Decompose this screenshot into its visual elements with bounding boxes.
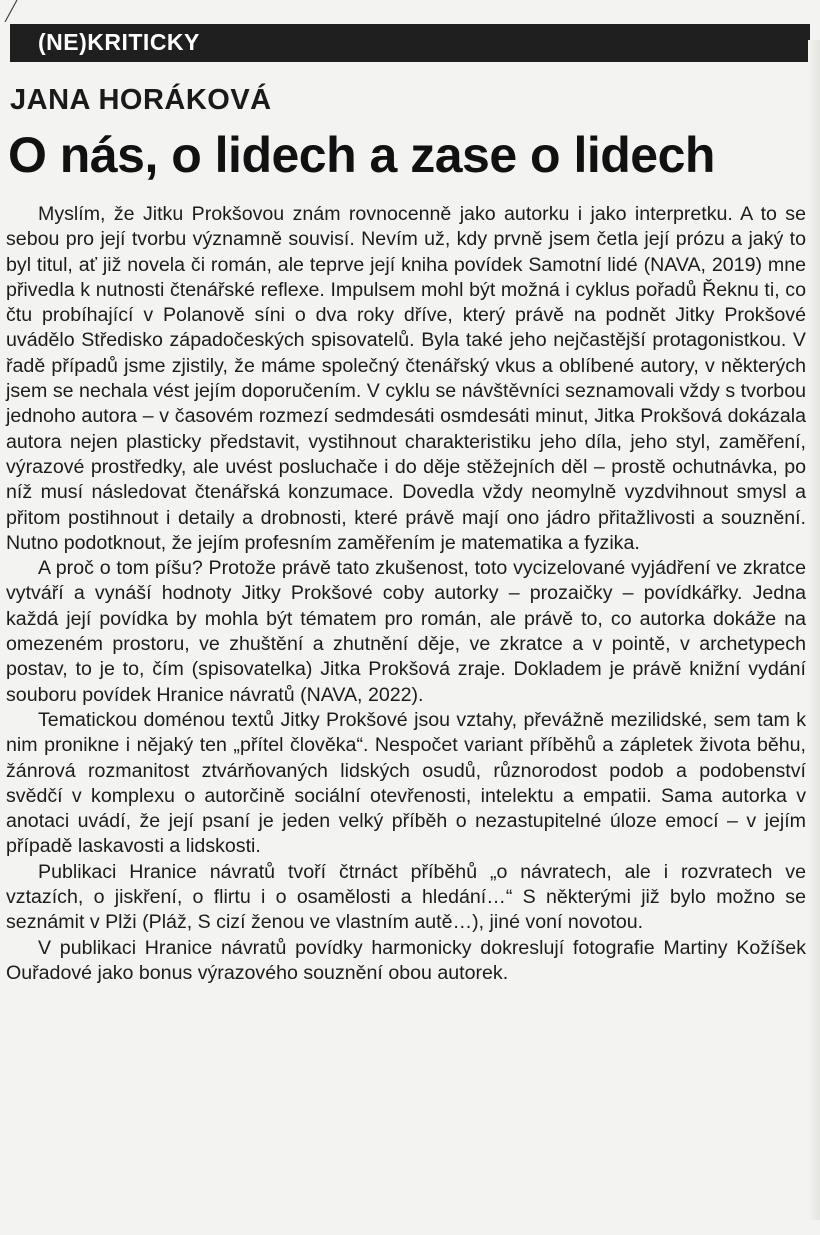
pen-stroke-mark (2, 0, 22, 22)
author-name: JANA HORÁKOVÁ (10, 84, 272, 116)
article-headline: O nás, o lidech a zase o lidech (8, 127, 715, 183)
article-body (6, 202, 806, 986)
section-label: (NE)KRITICKY (38, 29, 200, 55)
paragraph: Tematickou doménou textů Jitky Prokšové jsou vztahy, převážně mezilidské, sem tam k nim pronikne i nějaký ten „přítel člověka“. Nespočet variant příběhů a zápletek života běhu, žánrová rozmanitost ztvárňovaných lidských osudů, různorodost podob a podobenství svědčí v komplexu o autorčině sociální otevřenosti, intelektu a empatii. Sama autorka v anotaci uvádí, že její psaní je jeden velký příběh o nezastupitelné úloze emocí – v jejím případě laskavosti a lidskosti. (6, 708, 806, 858)
paragraph: Publikaci Hranice návratů tvoří čtrnáct příběhů „o návratech, ale i rozvratech ve vztazích, o jiskření, o flirtu i o osamělosti a hledání…“ S některými již bylo možno se seznámit v Plži (Pláž, S cizí ženou ve vlastním autě…), jiné voní novotou. (6, 860, 806, 934)
page-edge-shadow (808, 40, 820, 1220)
paragraph: V publikaci Hranice návratů povídky harmonicky dokreslují fotografie Martiny Kožíšek Ouřadové jako bonus výrazového souznění obou autorek. (6, 936, 806, 984)
paragraph: A proč o tom píšu? Protože právě tato zkušenost, toto vycizelované vyjádření ve zkratce vytváří a vynáší hodnoty Jitky Prokšové coby autorky – prozaičky – povídkářky. Jedna každá její povídka by mohla být tématem pro román, ale právě to, co autorka dokáže na omezeném prostoru, ve zhuštění a zhutnění děje, ve zkratce a v pointě, v archetypech postav, to je to, čím (spisovatelka) Jitka Prokšová zraje. Dokladem je právě knižní vydání souboru povídek Hranice návratů (NAVA, 2022). (6, 557, 806, 706)
paragraph: Myslím, že Jitku Prokšovou znám rovnocenně jako autorku i jako interpretku. A to se sebou pro její tvorbu významně souvisí. Nevím už, kdy prvně jsem četla její prózu a jaký to byl titul, ať již novela či román, ale teprve její kniha povídek Samotní lidé (NAVA, 2019) mne přivedla k nutnosti čtenářské reflexe. Impulsem mohl být možná i cyklus pořadů Řeknu ti, co čtu probíhající v Polanově síni o dva roky dříve, který právě na podnět Jitky Prokšové uvádělo Středisko západočeských spisovatelů. Byla také jeho nejčastější protagonistkou. V řadě případů jsme zjistily, že máme společný čtenářský vkus a oblíbené autory, v některých jsem se nechala vést jejím doporučením. V cyklu se návštěvníci seznamovali vždy s tvorbou jednoho autora – v časovém rozmezí sedmdesáti osmdesáti minut, Jitka Prokšová dokázala autora nejen plasticky představit, vystihnout charakteristiku jeho díla, jeho styl, zaměření, výrazové prostředky, ale uvést posluchače i do děje stěžejních děl – prostě ochutnávka, po níž musí následovat čtenářská konzumace. Dovedla vždy neomylně vyzdvihnout smysl a přitom postihnout i detaily a drobnosti, které právě mají ono jádro přitažlivosti a souznění. Nutno podotknout, že jejím profesním zaměřením je matematika a fyzika. (6, 203, 806, 554)
section-header-bar (10, 24, 810, 62)
